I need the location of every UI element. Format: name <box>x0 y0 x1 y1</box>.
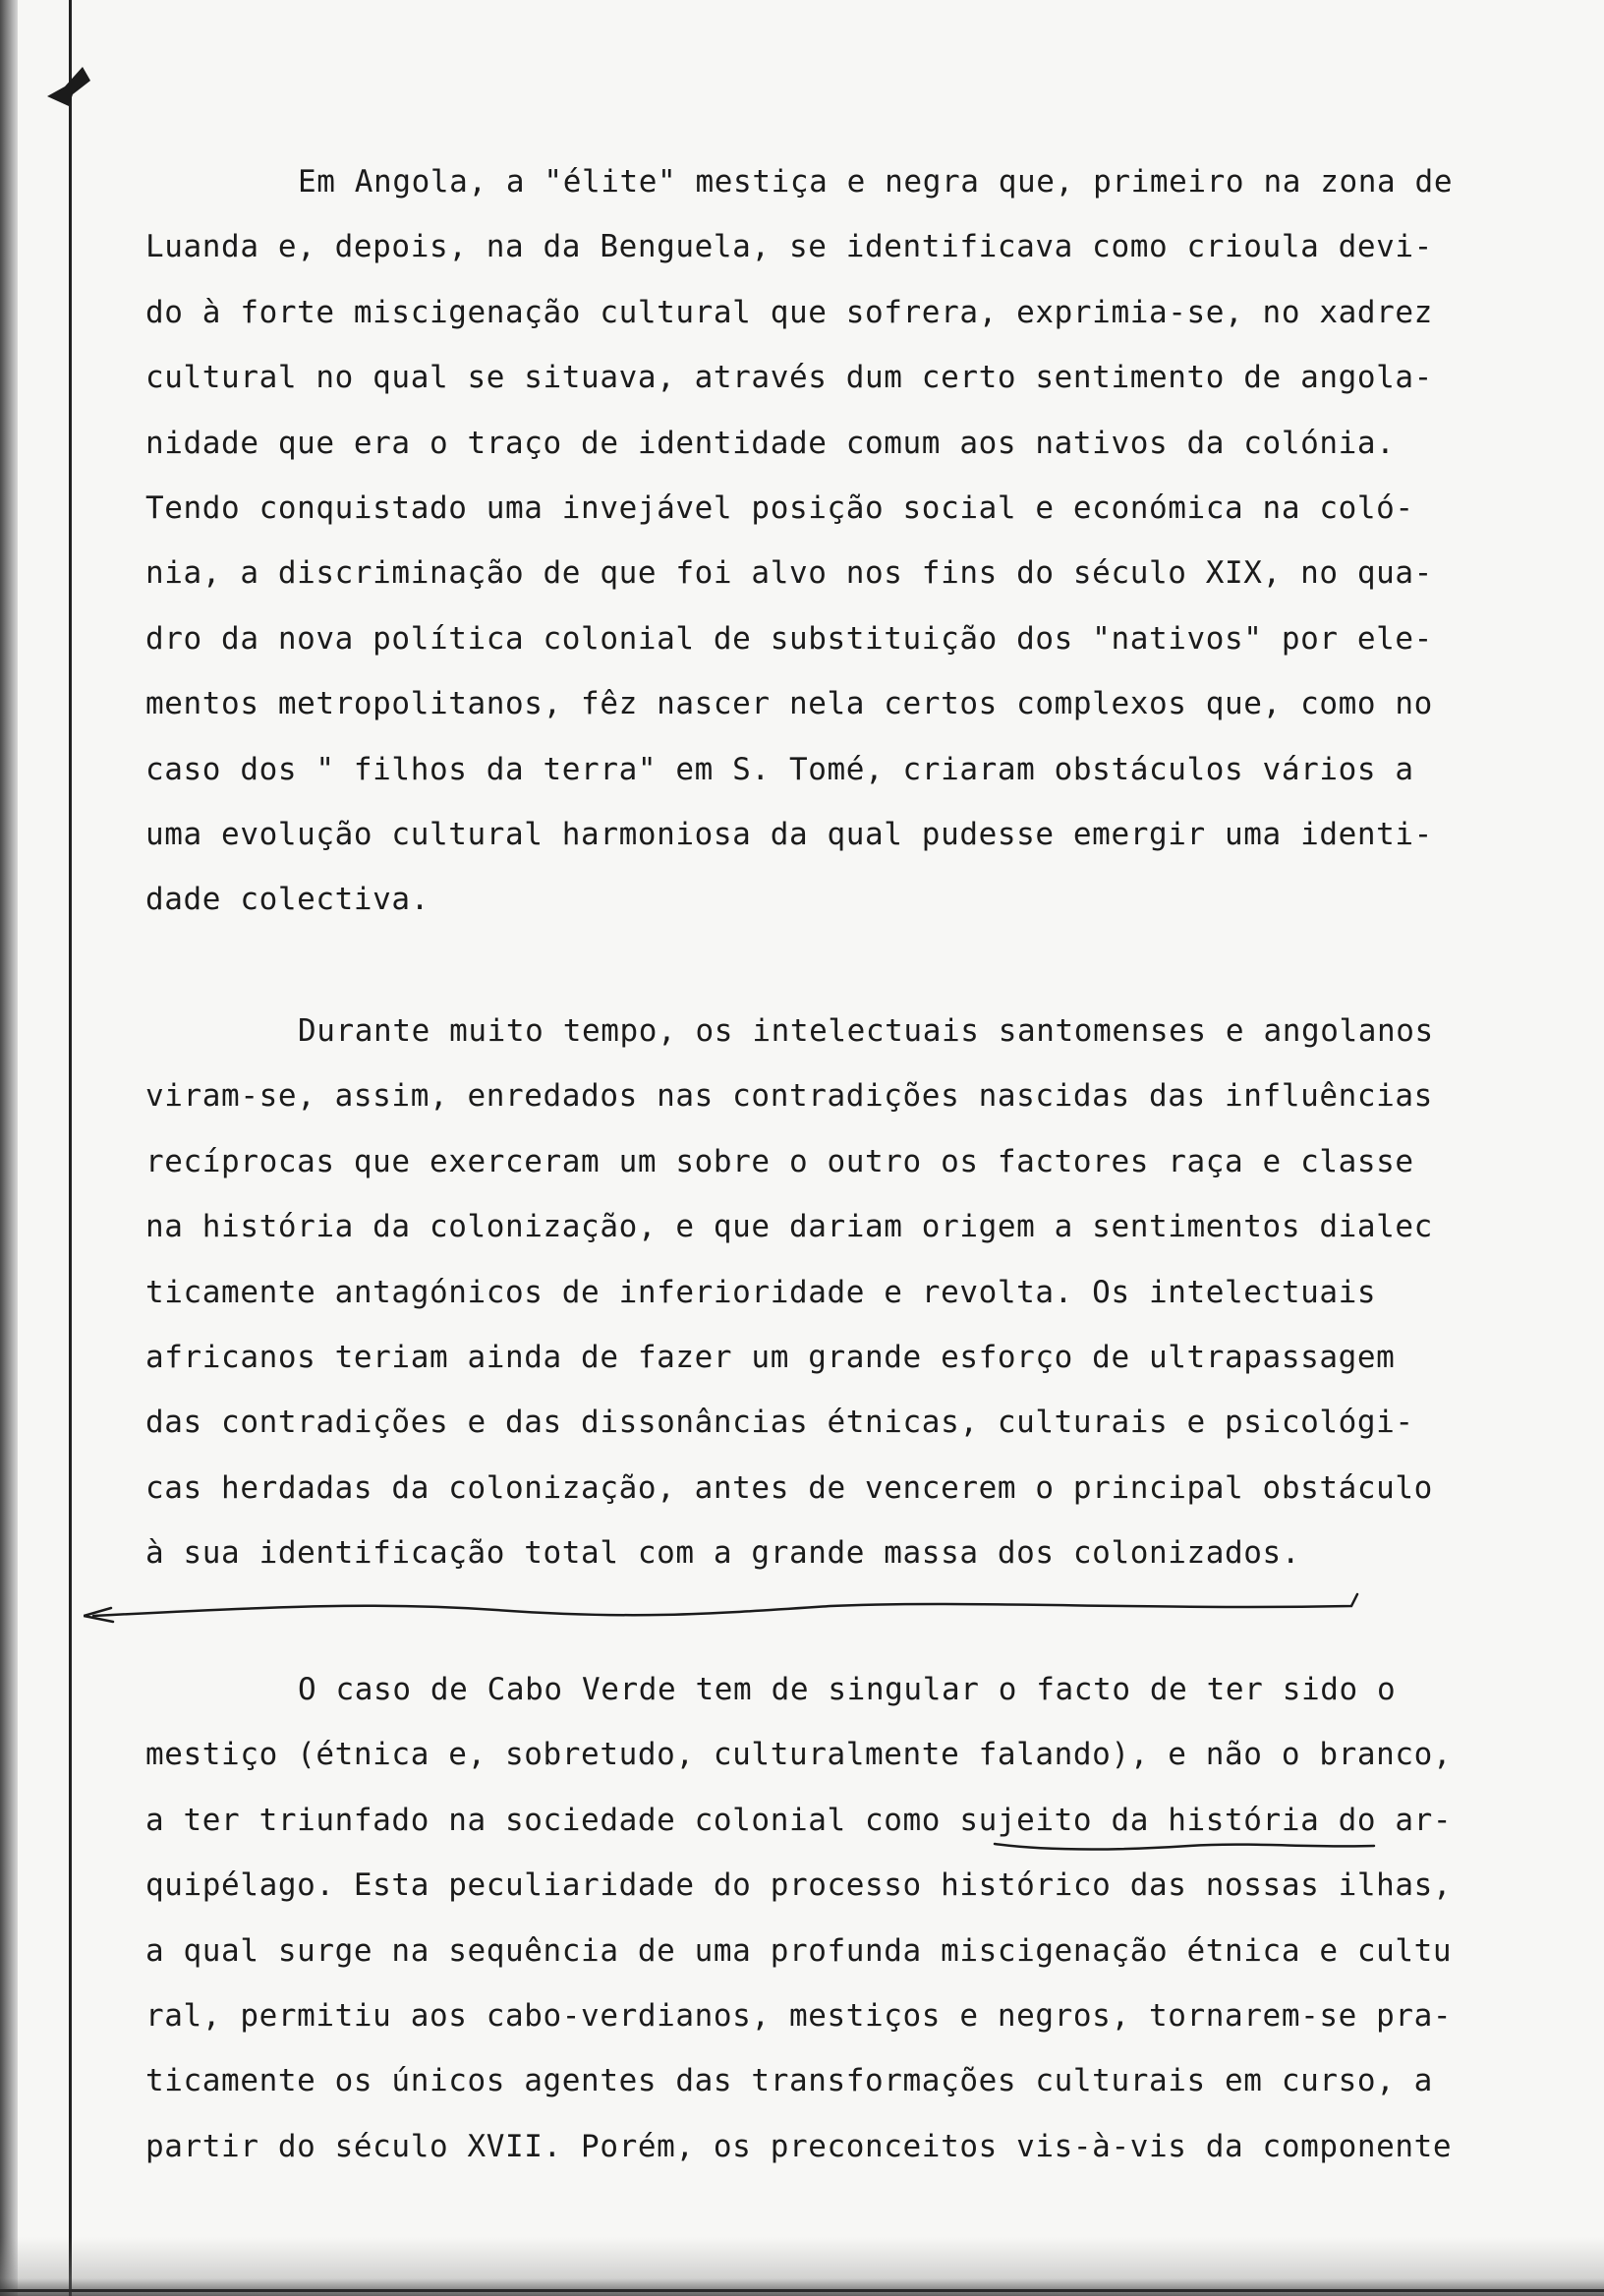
text-line: Tendo conquistado uma invejável posição social e económica na coló- <box>145 489 1414 526</box>
text-line: nia, a discriminação de que foi alvo nos fins do século XIX, no qua- <box>145 555 1433 592</box>
text-line: viram-se, assim, enredados nas contradições nascidas das influências <box>145 1078 1433 1115</box>
text-line: partir do século XVII. Porém, os preconceitos vis-à-vis da componente <box>145 2128 1453 2164</box>
text-line: Durante muito tempo, os intelectuais santomenses e angolanos <box>298 1013 1434 1049</box>
text-line: mestiço (étnica e, sobretudo, culturalmente falando), e não o branco, <box>145 1737 1453 1773</box>
scan-bottom-shadow <box>0 2237 1604 2296</box>
text-line: ral, permitiu aos cabo-verdianos, mestiços e negros, tornarem-se pra- <box>145 1997 1453 2034</box>
scan-left-edge-shadow <box>0 0 18 2296</box>
ink-blot-mark <box>43 47 112 116</box>
text-line: do à forte miscigenação cultural que sofrera, exprimia-se, no xadrez <box>145 294 1433 330</box>
text-line: mentos metropolitanos, fêz nascer nela certos complexos que, como no <box>145 686 1433 722</box>
text-line: africanos teriam ainda de fazer um grande esforço de ultrapassagem <box>145 1339 1396 1375</box>
text-line: dro da nova política colonial de substituição dos "nativos" por ele- <box>145 620 1433 657</box>
text-line: quipélago. Esta peculiaridade do processo histórico das nossas ilhas, <box>145 1867 1453 1904</box>
text-line: ticamente antagónicos de inferioridade e revolta. Os intelectuais <box>145 1274 1377 1310</box>
text-line: à sua identificação total com a grande massa dos colonizados. <box>145 1535 1301 1572</box>
text-line: nidade que era o traço de identidade comum aos nativos da colónia. <box>145 425 1396 461</box>
text-line: a qual surge na sequência de uma profunda miscigenação étnica e cultu <box>145 1932 1453 1969</box>
text-line: cultural no qual se situava, através dum certo sentimento de angola- <box>145 360 1433 396</box>
text-line: recíprocas que exerceram um sobre o outro os factores raça e classe <box>145 1143 1414 1179</box>
paragraph-intelectuais <box>145 999 1512 1586</box>
text-line: ticamente os únicos agentes das transformações culturais em curso, a <box>145 2063 1433 2099</box>
text-line: Em Angola, a "élite" mestiça e negra que, primeiro na zona de <box>298 164 1454 200</box>
text-line: dade colectiva. <box>145 882 430 918</box>
paragraph-cabo-verde <box>145 1657 1512 2179</box>
scan-left-rule <box>69 0 72 2296</box>
text-line: na história da colonização, e que dariam origem a sentimentos dialec <box>145 1209 1433 1245</box>
text-line: uma evolução cultural harmoniosa da qual pudesse emergir uma identi- <box>145 816 1433 852</box>
text-line: caso dos " filhos da terra" em S. Tomé, criaram obstáculos vários a <box>145 751 1414 787</box>
scan-bottom-rule <box>0 2289 1604 2292</box>
text-line: O caso de Cabo Verde tem de singular o facto de ter sido o <box>298 1672 1397 1707</box>
text-line: Luanda e, depois, na da Benguela, se identificava como crioula devi- <box>145 229 1433 265</box>
text-line: das contradições e das dissonâncias étnicas, culturais e psicológi- <box>145 1405 1414 1441</box>
text-line: cas herdadas da colonização, antes de vencerem o principal obstáculo <box>145 1469 1433 1506</box>
text-line: a ter triunfado na sociedade colonial como sujeito da história do ar- <box>145 1802 1453 1838</box>
paragraph-angola <box>145 149 1512 933</box>
handdrawn-underline-mark <box>993 1838 1376 1854</box>
handdrawn-divider-line <box>84 1592 1371 1632</box>
